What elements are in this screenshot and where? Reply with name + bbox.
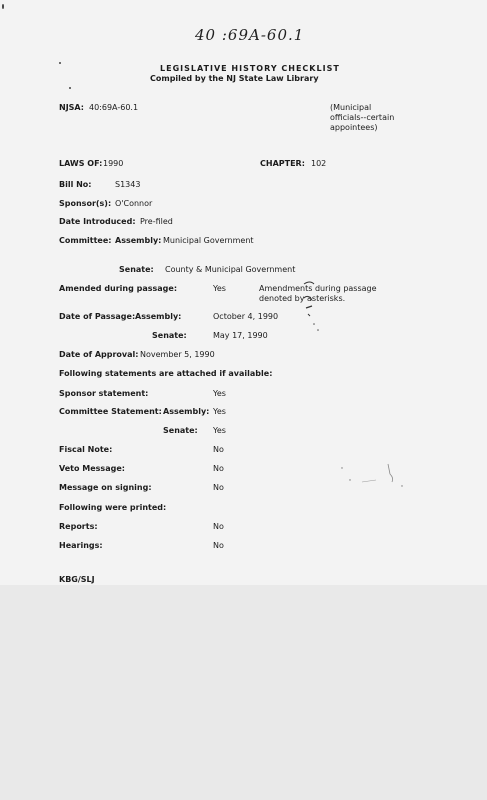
- printed-heading: Following were printed:: [59, 503, 167, 512]
- date-introduced-value: Pre-filed: [140, 217, 173, 226]
- chapter-label: CHAPTER:: [260, 159, 305, 168]
- committee-statement-senate-value: Yes: [213, 426, 226, 435]
- bill-no-value: S1343: [115, 180, 141, 189]
- pen-marks: [296, 278, 336, 338]
- committee-senate-label: Senate:: [119, 265, 154, 274]
- date-introduced-label: Date Introduced:: [59, 217, 136, 226]
- amended-note-line1: Amendments during passage: [259, 284, 377, 293]
- sponsor-value: O'Connor: [115, 199, 153, 208]
- committee-assembly-value: Municipal Government: [163, 236, 254, 245]
- message-signing-value: No: [213, 483, 224, 492]
- document-subtitle: Compiled by the NJ State Law Library: [150, 74, 319, 83]
- passage-senate-label: Senate:: [152, 331, 187, 340]
- committee-statement-assembly-value: Yes: [213, 407, 226, 416]
- sponsor-label: Sponsor(s):: [59, 199, 112, 208]
- approval-label: Date of Approval:: [59, 350, 139, 359]
- njsa-value: 40:69A-60.1: [89, 103, 139, 112]
- passage-assembly-label: Assembly:: [135, 312, 182, 321]
- chapter-value: 102: [311, 159, 327, 168]
- committee-assembly-label: Assembly:: [115, 236, 162, 245]
- attached-heading: Following statements are attached if available:: [59, 369, 273, 378]
- veto-message-value: No: [213, 464, 224, 473]
- subject-note-line1: (Municipal: [330, 103, 372, 112]
- passage-senate-value: May 17, 1990: [213, 331, 268, 340]
- veto-message-label: Veto Message:: [59, 464, 125, 473]
- sponsor-statement-label: Sponsor statement:: [59, 389, 149, 398]
- committee-label: Committee:: [59, 236, 112, 245]
- scan-marks: [336, 458, 416, 498]
- laws-of-value: 1990: [103, 159, 124, 168]
- laws-of-label: LAWS OF:: [59, 159, 103, 168]
- hearings-label: Hearings:: [59, 541, 103, 550]
- hearings-value: No: [213, 541, 224, 550]
- initials: KBG/SLJ: [59, 575, 95, 584]
- passage-label: Date of Passage:: [59, 312, 136, 321]
- subject-note-line3: appointees): [330, 123, 378, 132]
- passage-assembly-value: October 4, 1990: [213, 312, 279, 321]
- njsa-label: NJSA:: [59, 103, 84, 112]
- amended-label: Amended during passage:: [59, 284, 178, 293]
- subject-note-line2: officials--certain: [330, 113, 395, 122]
- document-title: LEGISLATIVE HISTORY CHECKLIST: [160, 64, 340, 73]
- committee-statement-senate-label: Senate:: [163, 426, 198, 435]
- scan-shade: [0, 585, 487, 800]
- fiscal-note-label: Fiscal Note:: [59, 445, 113, 454]
- committee-senate-value: County & Municipal Government: [165, 265, 296, 274]
- fiscal-note-value: No: [213, 445, 224, 454]
- approval-value: November 5, 1990: [140, 350, 215, 359]
- scan-speck: [2, 4, 4, 9]
- scan-speck: [69, 87, 71, 89]
- reports-value: No: [213, 522, 224, 531]
- message-signing-label: Message on signing:: [59, 483, 152, 492]
- amended-note-line2: denoted by asterisks.: [259, 294, 346, 303]
- scan-speck: [59, 62, 61, 64]
- handwritten-reference: 40 :69A-60.1: [195, 26, 305, 44]
- bill-no-label: Bill No:: [59, 180, 92, 189]
- committee-statement-label: Committee Statement:: [59, 407, 162, 416]
- amended-value: Yes: [213, 284, 226, 293]
- committee-statement-assembly-label: Assembly:: [163, 407, 210, 416]
- reports-label: Reports:: [59, 522, 98, 531]
- sponsor-statement-value: Yes: [213, 389, 226, 398]
